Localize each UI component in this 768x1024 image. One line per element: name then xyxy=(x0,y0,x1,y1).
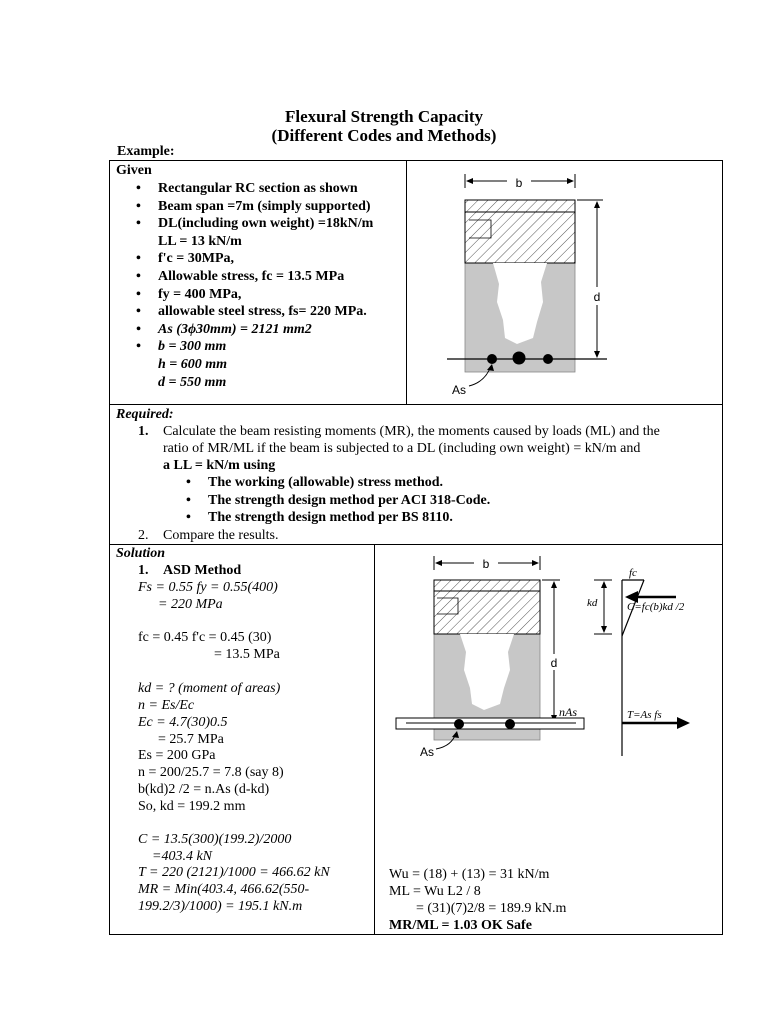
given-item xyxy=(130,338,373,356)
method-item xyxy=(180,509,490,527)
calc-line: fc = 0.45 f'c = 0.45 (30) xyxy=(138,630,272,645)
given-item-text: Beam span =7m (simply supported) xyxy=(158,198,371,214)
given-item-text: As (3ϕ30mm) = 2121 mm2 xyxy=(158,321,312,337)
given-item-text: d = 550 mm xyxy=(158,374,227,390)
load-line: ML = Wu L2 / 8 xyxy=(389,884,481,899)
given-item-text: LL = 13 kN/m xyxy=(158,233,242,249)
given-item xyxy=(130,268,373,286)
fc-label: fc xyxy=(629,567,637,579)
as-label: As xyxy=(452,383,467,397)
calc-line: = 13.5 MPa xyxy=(214,647,280,662)
given-item xyxy=(130,215,373,233)
given-item-text: f'c = 30MPa, xyxy=(158,251,235,267)
calc-line: n = 200/25.7 = 7.8 (say 8) xyxy=(138,765,284,780)
c-force-label: C=fc(b)kd /2 xyxy=(627,601,685,613)
calc-line: So, kd = 199.2 mm xyxy=(138,799,246,814)
ratio-result: MR/ML = 1.03 OK Safe xyxy=(389,918,532,933)
given-item xyxy=(130,321,373,339)
given-item-text: h = 600 mm xyxy=(158,356,228,372)
required-item1-line2: ratio of MR/ML if the beam is subjected to a DL (including own weight) = kN/m and xyxy=(163,441,641,456)
required-item1-line3: a LL = kN/m using xyxy=(163,458,276,473)
page-subtitle: (Different Codes and Methods) xyxy=(271,126,497,145)
t-force-label: T=As fs xyxy=(627,709,662,721)
calc-line: T = 220 (2121)/1000 = 466.62 kN xyxy=(138,865,330,880)
calc-line: n = Es/Ec xyxy=(138,698,195,713)
given-item-text: fy = 400 MPa, xyxy=(158,286,242,302)
calc-line: Ec = 4.7(30)0.5 xyxy=(138,715,228,730)
given-item xyxy=(130,286,373,304)
given-item-text: Allowable stress, fc = 13.5 MPa xyxy=(158,268,345,284)
solution-divider xyxy=(374,544,375,935)
nas-label: nAs xyxy=(559,705,577,719)
load-line: Wu = (18) + (13) = 31 kN/m xyxy=(389,867,550,882)
required-item2-number: 2. xyxy=(138,528,149,543)
given-item-text: allowable steel stress, fs= 220 MPa. xyxy=(158,304,367,320)
method-item-text: The strength design method per BS 8110. xyxy=(208,510,453,526)
given-item xyxy=(130,180,373,198)
beam-section-diagram xyxy=(407,162,722,404)
solution-method-number: 1. xyxy=(138,563,149,578)
given-item xyxy=(130,233,373,251)
method-item-text: The strength design method per ACI 318-Code. xyxy=(208,492,491,508)
required-item1-line1: Calculate the beam resisting moments (MR), the moments caused by loads (ML) and the xyxy=(163,424,660,439)
given-item xyxy=(130,303,373,321)
methods-list xyxy=(180,474,490,527)
kd-label: kd xyxy=(587,597,598,609)
given-list xyxy=(130,180,373,391)
calc-line: = 220 MPa xyxy=(158,597,223,612)
calc-line: b(kd)2 /2 = n.As (d-kd) xyxy=(138,782,270,797)
dim-d-label: d xyxy=(593,290,601,304)
calc-line: = 25.7 MPa xyxy=(158,732,224,747)
calc-line: kd = ? (moment of areas) xyxy=(138,681,281,696)
solution-method-name: ASD Method xyxy=(163,563,242,578)
required-item2-text: Compare the results. xyxy=(163,528,279,543)
calc-line: 199.2/3)/1000) = 195.1 kN.m xyxy=(138,899,303,914)
stress-block-diagram xyxy=(376,546,721,766)
calc-line: C = 13.5(300)(199.2)/2000 xyxy=(138,832,292,847)
given-heading: Given xyxy=(116,163,152,178)
calc-line: MR = Min(403.4, 466.62(550- xyxy=(138,882,310,897)
example-label: Example: xyxy=(117,144,175,159)
given-item-text: Rectangular RC section as shown xyxy=(158,181,358,196)
dim-b-label: b xyxy=(482,557,490,571)
solution-heading: Solution xyxy=(116,546,166,561)
dim-d-label: d xyxy=(550,656,558,670)
dim-b-label: b xyxy=(515,176,523,190)
load-line: = (31)(7)2/8 = 189.9 kN.m xyxy=(416,901,567,916)
method-item xyxy=(180,492,490,510)
calc-line: Fs = 0.55 fy = 0.55(400) xyxy=(138,580,278,595)
given-item xyxy=(130,374,373,392)
method-item-text: The working (allowable) stress method. xyxy=(208,475,444,490)
given-item xyxy=(130,250,373,268)
page-title: Flexural Strength Capacity xyxy=(284,107,483,126)
required-item1-number: 1. xyxy=(138,424,149,439)
calc-line: Es = 200 GPa xyxy=(138,748,216,763)
calc-line: =403.4 kN xyxy=(152,849,212,864)
given-item-text: b = 300 mm xyxy=(158,339,227,355)
required-heading: Required: xyxy=(116,407,174,422)
given-item xyxy=(130,198,373,216)
given-item xyxy=(130,356,373,374)
given-item-text: DL(including own weight) =18kN/m xyxy=(158,216,374,232)
method-item xyxy=(180,474,490,492)
as-label: As xyxy=(420,745,435,759)
